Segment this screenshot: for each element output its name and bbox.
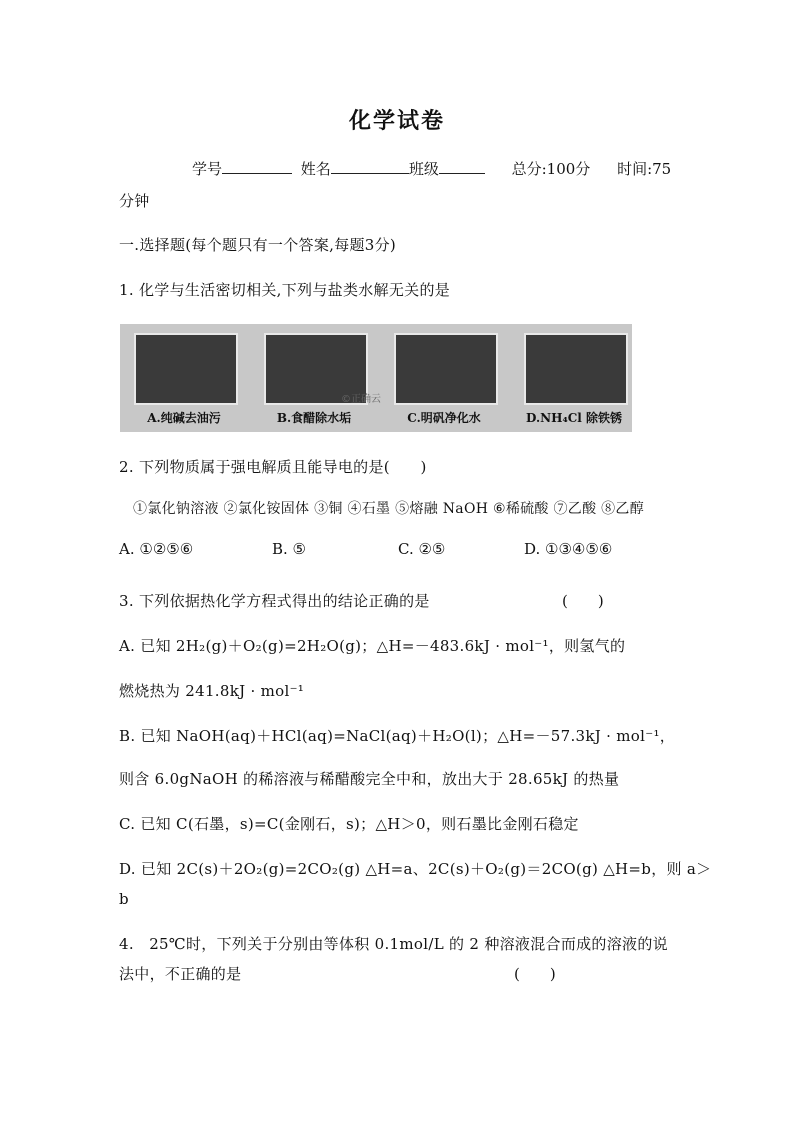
student-no-label: 学号 [192, 160, 223, 178]
student-no-blank [222, 159, 292, 174]
caption-d: D.NH₄Cl 除铁锈 [525, 411, 622, 425]
student-info-line [192, 158, 671, 179]
question-3-stem: 3. 下列依据热化学方程式得出的结论正确的是 [119, 592, 430, 610]
time-continuation: 分钟 [119, 192, 150, 210]
question-3-option-a-line1: A. 已知 2H₂(g)＋O₂(g)=2H₂O(g)；△H=－483.6kJ · mol⁻¹，则氢气的 [119, 637, 626, 655]
section-heading: 一.选择题(每个题只有一个答案,每题3分) [119, 236, 397, 254]
question-4-answer-paren: ( ) [514, 965, 556, 983]
question-2-items: ①氯化钠溶液 ②氯化铵固体 ③铜 ④石墨 ⑤熔融 NaOH ⑥稀硫酸 ⑦乙酸 ⑧乙醇 [133, 501, 645, 517]
option-c: C. ②⑤ [398, 540, 446, 558]
question-3-option-c: C. 已知 C(石墨，s)=C(金刚石，s)；△H＞0，则石墨比金刚石稳定 [119, 815, 579, 833]
total-score: 总分:100分 [511, 160, 591, 178]
time-label: 时间:75 [617, 160, 672, 178]
question-3-answer-paren: ( ) [562, 592, 604, 610]
question-1-image-strip [120, 324, 632, 432]
question-2-stem: 2. 下列物质属于强电解质且能导电的是( ) [119, 458, 427, 476]
question-1-stem: 1. 化学与生活密切相关,下列与盐类水解无关的是 [119, 281, 451, 299]
watermark: ©正确云 [341, 394, 381, 405]
name-label: 姓名 [300, 160, 331, 178]
question-3-option-d-line2: b [119, 890, 129, 908]
name-blank [331, 159, 409, 174]
option-d: D. ①③④⑤⑥ [524, 540, 613, 558]
option-a: A. ①②⑤⑥ [119, 540, 194, 558]
class-blank [439, 159, 485, 174]
photo-c [394, 333, 498, 405]
option-b: B. ⑤ [272, 540, 307, 558]
photo-d [524, 333, 628, 405]
caption-c: C.明矾净化水 [407, 411, 481, 425]
photo-a [134, 333, 238, 405]
question-3-option-d-line1: D. 已知 2C(s)＋2O₂(g)=2CO₂(g) △H=a、2C(s)＋O₂(g)＝2CO(g) △H=b，则 a＞ [119, 860, 712, 878]
question-4-stem-line1: 4. 25℃时，下列关于分别由等体积 0.1mol/L 的 2 种溶液混合而成的溶液的说 [119, 935, 668, 953]
question-3-option-b-line2: 则含 6.0gNaOH 的稀溶液与稀醋酸完全中和，放出大于 28.65kJ 的热量 [119, 770, 620, 788]
caption-b: B.食醋除水垢 [276, 411, 352, 425]
class-label: 班级 [408, 160, 439, 178]
caption-a: A.纯碱去油污 [147, 411, 221, 425]
question-4-stem-line2: 法中，不正确的是 [119, 965, 242, 983]
question-3-option-b-line1: B. 已知 NaOH(aq)＋HCl(aq)=NaCl(aq)＋H₂O(l)；△H=－57.3kJ · mol⁻¹， [119, 727, 676, 745]
page-title: 化学试卷 [348, 108, 445, 134]
question-3-option-a-line2: 燃烧热为 241.8kJ · mol⁻¹ [119, 682, 305, 700]
